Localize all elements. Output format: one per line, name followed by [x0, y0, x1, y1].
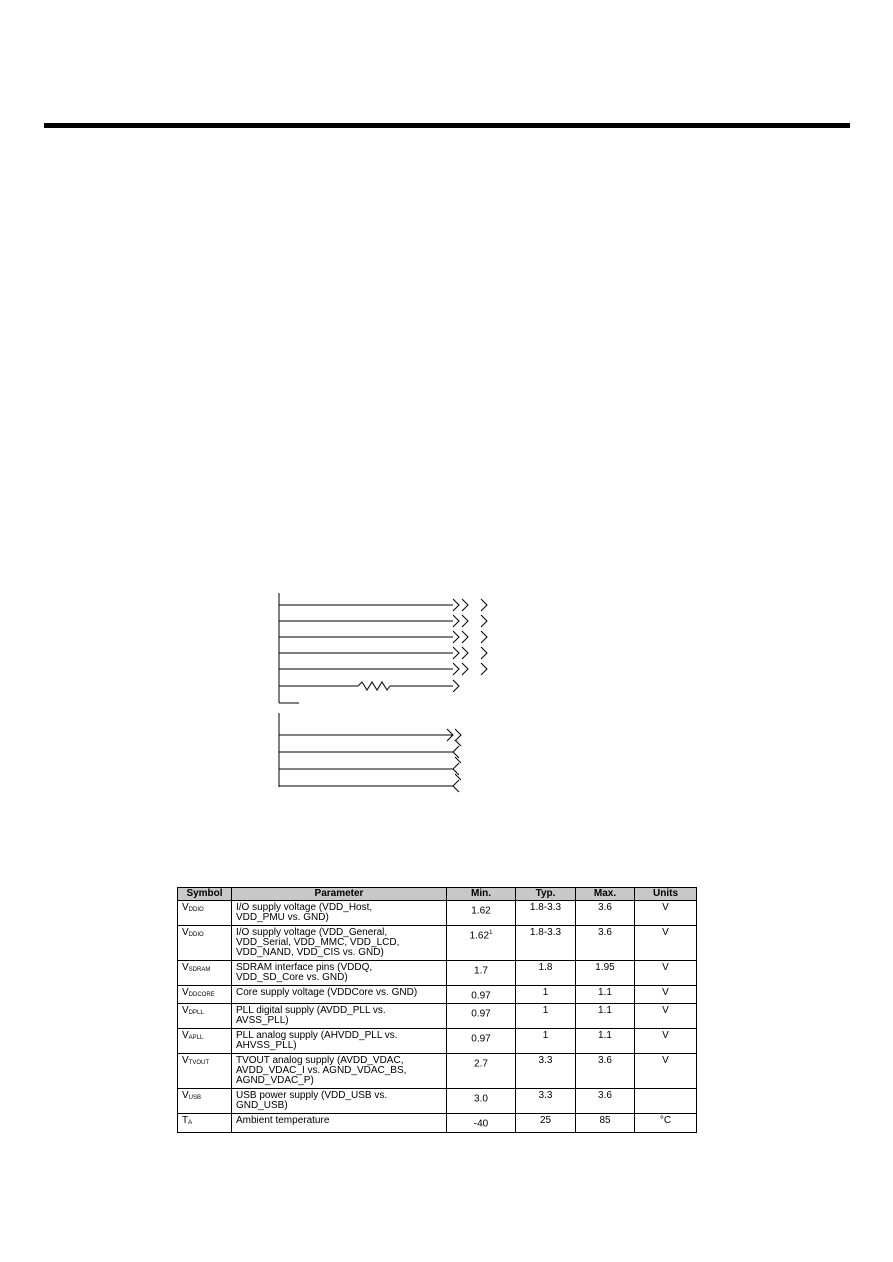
- cell-min: 1.62$^1$: [447, 926, 516, 961]
- header-symbol: Symbol: [178, 888, 232, 901]
- cell-max: 1.1: [576, 1004, 635, 1029]
- cell-typ: 25: [516, 1114, 576, 1132]
- cell-symbol: $V_{TVOUT}$: [178, 1054, 232, 1089]
- cell-units: [635, 1089, 697, 1114]
- header-min: Min.: [447, 888, 516, 901]
- table-row: [178, 961, 697, 986]
- cell-min: 3.0: [447, 1089, 516, 1114]
- table-row: [178, 1089, 697, 1114]
- cell-units: V: [635, 1029, 697, 1054]
- diagram-line-resistor: [279, 680, 459, 692]
- cell-symbol: $T_A$: [178, 1114, 232, 1132]
- parameter-line: USB power supply (VDD_USB vs.: [236, 1090, 388, 1102]
- header-typ: Typ.: [516, 888, 576, 901]
- cell-parameter: [232, 926, 447, 961]
- spec-table: [177, 887, 697, 1133]
- table-row: [178, 1029, 697, 1054]
- diagram-line-8: [279, 757, 461, 775]
- cell-max: 3.6: [576, 901, 635, 926]
- cell-symbol: $V_{DDIO}$: [178, 901, 232, 926]
- cell-min: -40: [447, 1114, 516, 1132]
- cell-units: V: [635, 1054, 697, 1089]
- table-row: [178, 986, 697, 1004]
- parameter-line: AHVSS_PLL): [236, 1040, 297, 1052]
- cell-max: 3.6: [576, 1089, 635, 1114]
- cell-max: 1.1: [576, 1029, 635, 1054]
- header-parameter: Parameter: [232, 888, 447, 901]
- diagram-line-3: [279, 631, 487, 643]
- cell-min: 0.97: [447, 1029, 516, 1054]
- cell-parameter: [232, 1004, 447, 1029]
- header-rule: [44, 123, 850, 128]
- cell-units: V: [635, 986, 697, 1004]
- parameter-line: I/O supply voltage (VDD_General,: [236, 927, 388, 938]
- parameter-line: TVOUT analog supply (AVDD_VDAC,: [236, 1055, 404, 1067]
- cell-max: 3.6: [576, 926, 635, 961]
- diagram-line-2: [279, 615, 487, 627]
- table-row: [178, 1054, 697, 1089]
- header-max: Max.: [576, 888, 635, 901]
- cell-symbol: $V_{USB}$: [178, 1089, 232, 1114]
- diagram-line-9: [279, 774, 461, 792]
- cell-typ: 1.8-3.3: [516, 901, 576, 926]
- cell-symbol: $V_{SDRAM}$: [178, 961, 232, 986]
- header-units: Units: [635, 888, 697, 901]
- parameter-line: Ambient temperature: [236, 1115, 330, 1127]
- table-row: [178, 1004, 697, 1029]
- parameter-line: VDD_Serial, VDD_MMC, VDD_LCD,: [236, 937, 400, 948]
- parameter-line: VDD_PMU vs. GND): [236, 912, 329, 923]
- parameter-line: AVDD_VDAC_I vs. AGND_VDAC_BS,: [236, 1065, 407, 1077]
- table-row: [178, 901, 697, 926]
- cell-max: 3.6: [576, 1054, 635, 1089]
- cell-typ: 1: [516, 1004, 576, 1029]
- parameter-line: Core supply voltage (VDDCore vs. GND): [236, 987, 418, 998]
- parameter-line: SDRAM interface pins (VDDQ,: [236, 962, 373, 973]
- cell-symbol: $V_{APLL}$: [178, 1029, 232, 1054]
- cell-max: 1.95: [576, 961, 635, 986]
- cell-typ: 1.8-3.3: [516, 926, 576, 961]
- cell-typ: 1: [516, 1029, 576, 1054]
- cell-parameter: [232, 1029, 447, 1054]
- parameter-line: AVSS_PLL): [236, 1015, 289, 1027]
- diagram-line-6: [279, 729, 461, 741]
- cell-parameter: [232, 961, 447, 986]
- table-body: [178, 901, 697, 1133]
- cell-units: V: [635, 1004, 697, 1029]
- cell-units: V: [635, 961, 697, 986]
- cell-min: 1.62: [447, 901, 516, 926]
- parameter-line: VDD_SD_Core vs. GND): [236, 972, 348, 983]
- cell-typ: 3.3: [516, 1089, 576, 1114]
- cell-parameter: [232, 901, 447, 926]
- cell-max: 1.1: [576, 986, 635, 1004]
- footnote-marker: 1: [489, 930, 493, 936]
- cell-symbol: $V_{DPLL}$: [178, 1004, 232, 1029]
- diagram-line-7: [279, 740, 461, 758]
- diagram-line-5: [279, 663, 487, 675]
- header-row: [178, 888, 697, 901]
- cell-min: 2.7: [447, 1054, 516, 1089]
- cell-parameter: [232, 1054, 447, 1089]
- cell-typ: 1: [516, 986, 576, 1004]
- table-row: [178, 1114, 697, 1132]
- cell-typ: 3.3: [516, 1054, 576, 1089]
- diagram-line-4: [279, 647, 487, 659]
- parameter-line: AGND_VDAC_P): [236, 1075, 314, 1087]
- table-row: [178, 926, 697, 961]
- cell-units: V: [635, 901, 697, 926]
- cell-min: 0.97: [447, 1004, 516, 1029]
- cell-typ: 1.8: [516, 961, 576, 986]
- diagram-line-1: [279, 599, 487, 611]
- cell-max: 85: [576, 1114, 635, 1132]
- cell-units: V: [635, 926, 697, 961]
- cell-symbol: $V_{DDIO}$: [178, 926, 232, 961]
- parameter-line: GND_USB): [236, 1100, 288, 1112]
- cell-min: 1.7: [447, 961, 516, 986]
- parameter-line: VDD_NAND, VDD_CIS vs. GND): [236, 947, 384, 958]
- cell-units: °C: [635, 1114, 697, 1132]
- parameter-line: PLL digital supply (AVDD_PLL vs.: [236, 1005, 386, 1017]
- cell-symbol: $V_{DDCORE}$: [178, 986, 232, 1004]
- parameter-line: I/O supply voltage (VDD_Host,: [236, 902, 373, 913]
- cell-parameter: [232, 1089, 447, 1114]
- cell-parameter: [232, 1114, 447, 1132]
- cell-min: 0.97: [447, 986, 516, 1004]
- power-diagram: [270, 590, 500, 795]
- cell-parameter: [232, 986, 447, 1004]
- parameter-line: PLL analog supply (AHVDD_PLL vs.: [236, 1030, 398, 1042]
